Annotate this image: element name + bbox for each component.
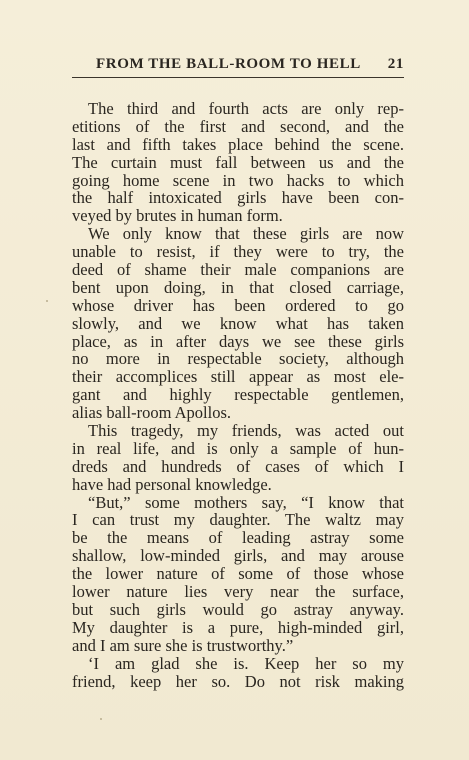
paper-speck: [46, 300, 48, 302]
text-line: We only know that these girls are now: [88, 224, 404, 244]
text-line: be the means of leading astray some: [72, 528, 404, 548]
text-line: dreds and hundreds of cases of which I: [72, 456, 404, 476]
text-line: place, as in after days we see these girls: [72, 331, 404, 351]
text-line: My daughter is a pure, high-minded girl,: [72, 617, 404, 637]
text-line: their accomplices still appear as most ele-: [72, 367, 404, 387]
body-text: [72, 100, 404, 690]
text-line: last and fifth takes place behind the scene.: [72, 134, 404, 154]
text-line: deed of shame their male companions are: [72, 260, 404, 280]
text-line: gant and highly respectable gentlemen,: [72, 385, 404, 405]
text-line: have had personal knowledge.: [72, 474, 272, 494]
text-line: unable to resist, if they were to try, the: [72, 242, 404, 262]
text-line: the lower nature of some of those whose: [72, 564, 404, 584]
text-line: in real life, and is only a sample of hun-: [72, 438, 404, 458]
text-line: “But,” some mothers say, “I know that: [88, 492, 404, 512]
text-line: veyed by brutes in human form.: [72, 206, 283, 226]
text-line: ‘I am glad she is. Keep her so my: [88, 653, 404, 673]
text-line: alias ball-room Apollos.: [72, 403, 232, 423]
text-line: bent upon doing, in that closed carriage,: [72, 277, 404, 297]
running-head: [72, 56, 404, 76]
page-number: 21: [387, 56, 404, 72]
text-line: and I am sure she is trustworthy.”: [72, 635, 294, 655]
text-line: no more in respectable society, although: [72, 349, 404, 369]
text-line: whose driver has been ordered to go: [72, 295, 404, 315]
text-line: The third and fourth acts are only rep-: [88, 99, 404, 118]
header-rule: [72, 77, 404, 78]
text-line: going home scene in two hacks to which: [72, 170, 404, 190]
text-line: lower nature lies very near the surface,: [72, 582, 404, 602]
text-line: etitions of the first and second, and the: [72, 116, 404, 136]
text-line: slowly, and we know what has taken: [72, 313, 404, 333]
text-line: The curtain must fall between us and the: [72, 152, 404, 172]
text-line: but such girls would go astray anyway.: [72, 599, 404, 619]
text-line: friend, keep her so. Do not risk making: [72, 671, 404, 691]
text-line: This tragedy, my friends, was acted out: [88, 421, 404, 441]
text-line: shallow, low-minded girls, and may arouse: [72, 546, 404, 566]
running-title: FROM THE BALL-ROOM TO HELL: [96, 56, 361, 72]
text-line: I can trust my daughter. The waltz may: [72, 510, 404, 530]
text-line: the half intoxicated girls have been con-: [72, 188, 404, 208]
paper-speck: [100, 718, 102, 720]
